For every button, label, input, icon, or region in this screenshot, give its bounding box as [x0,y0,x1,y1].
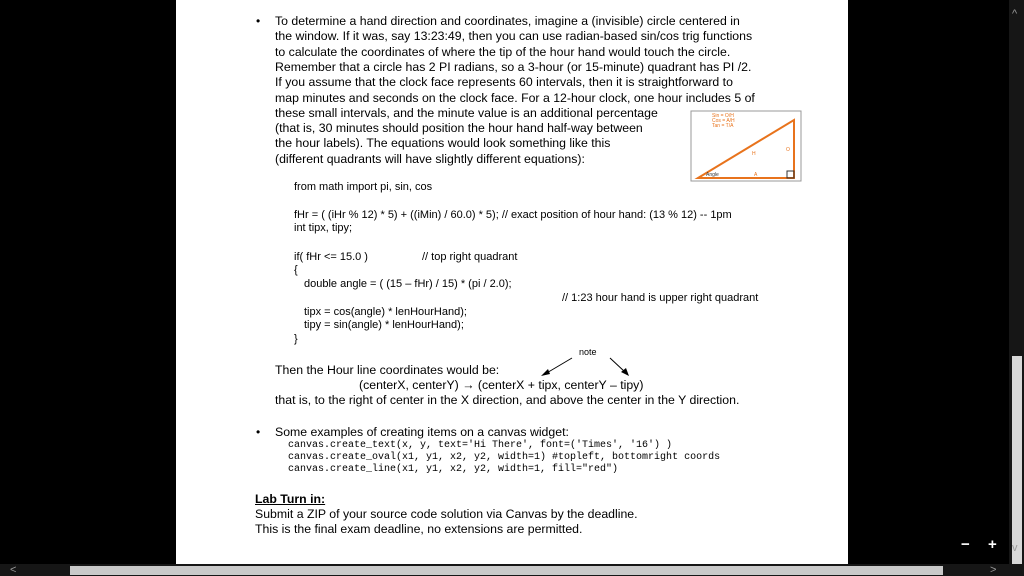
scrollbar-corner [1009,564,1024,576]
code-angle: double angle = ( (15 – fHr) / 15) * (pi / 2.0); [304,278,512,290]
scroll-right-icon[interactable]: > [990,564,997,576]
examples-intro: Some examples of creating items on a canvas widget: [275,425,569,439]
then-line-1: Then the Hour line coordinates would be: [275,363,500,377]
then-line-2: (centerX, centerY) → (centerX + tipx, centerY – tipy) [359,378,644,392]
note-arrows [536,354,636,380]
code-if: if( fHr <= 15.0 ) [294,251,368,263]
paragraph-line: map minutes and seconds on the clock face. For a 12-hour clock, one hour includes 5 of [275,90,755,105]
code-open-brace: { [294,264,298,276]
label-adjacent: A [754,172,758,178]
paragraph-line: the hour labels). The equations would look something like this [275,136,611,151]
code-quadrant-comment: // 1:23 hour hand is upper right quadrant [562,292,759,304]
vertical-scrollbar-thumb[interactable] [1012,356,1022,564]
paragraph-line: If you assume that the clock face represents 60 intervals, then it is straightforward to [275,75,733,90]
trig-triangle-figure [690,110,802,182]
label-hypotenuse: H [752,151,756,157]
example-oval: canvas.create_oval(x1, y1, x2, y2, width=1) #topleft, bottomright coords [288,452,721,463]
paragraph-line: To determine a hand direction and coordinates, imagine a (invisible) circle centered in [275,14,740,28]
paragraph-line: Remember that a circle has 2 PI radians, so a 3-hour (or 15-minute) quadrant has PI /2. [275,59,752,74]
bullet: • [256,14,261,28]
paragraph-line: the window. If it was, say 13:23:49, then you can use radian-based sin/cos trig functions [275,29,753,44]
zoom-in-button[interactable]: + [988,536,997,553]
bullet: • [256,425,261,439]
code-fhr: fHr = ( (iHr % 12) * 5) + ((iMin) / 60.0) * 5); // exact position of hour hand: (13 % 12) -- 1pm [294,209,732,221]
horizontal-scrollbar-thumb[interactable] [70,566,943,575]
code-int: int tipx, tipy; [294,222,353,234]
paragraph-line: to calculate the coordinates of where the tip of the hour hand would touch the circle. [275,44,731,59]
example-line: canvas.create_line(x1, y1, x2, y2, width=1, fill="red") [288,464,619,475]
scroll-left-icon[interactable]: < [10,564,17,576]
paragraph-line: (that is, 30 minutes should position the hour hand half-way between [275,121,643,136]
legend-line-2: Cos = A/H [712,118,735,124]
paragraph-line: (different quadrants will have slightly different equations): [275,151,585,166]
code-tipx: tipx = cos(angle) * lenHourHand); [304,306,467,318]
zoom-out-button[interactable]: − [961,536,970,553]
then-line-3: that is, to the right of center in the X direction, and above the center in the Y direction. [275,393,740,407]
lab-line-2: This is the final exam deadline, no extensions are permitted. [255,522,583,536]
code-if-comment: // top right quadrant [422,251,518,263]
scroll-up-icon[interactable]: ^ [1012,8,1018,20]
lab-heading: Lab Turn in: [255,492,326,506]
note-label: note [579,347,597,357]
example-text: canvas.create_text(x, y, text='Hi There', font=('Times', '16') ) [288,440,673,451]
code-tipy: tipy = sin(angle) * lenHourHand); [304,319,464,331]
code-close-brace: } [294,333,298,345]
legend-line-1: Sin = O/H [712,113,734,119]
document-page [176,0,848,564]
scroll-down-icon[interactable]: v [1012,542,1018,554]
legend-line-3: Tan = T/A [712,123,734,129]
label-angle: Angle [706,172,719,178]
paragraph-line: these small intervals, and the minute value is an additional percentage [275,105,658,120]
lab-line-1: Submit a ZIP of your source code solution via Canvas by the deadline. [255,507,638,521]
label-opposite: O [786,147,790,153]
code-import: from math import pi, sin, cos [294,181,433,193]
